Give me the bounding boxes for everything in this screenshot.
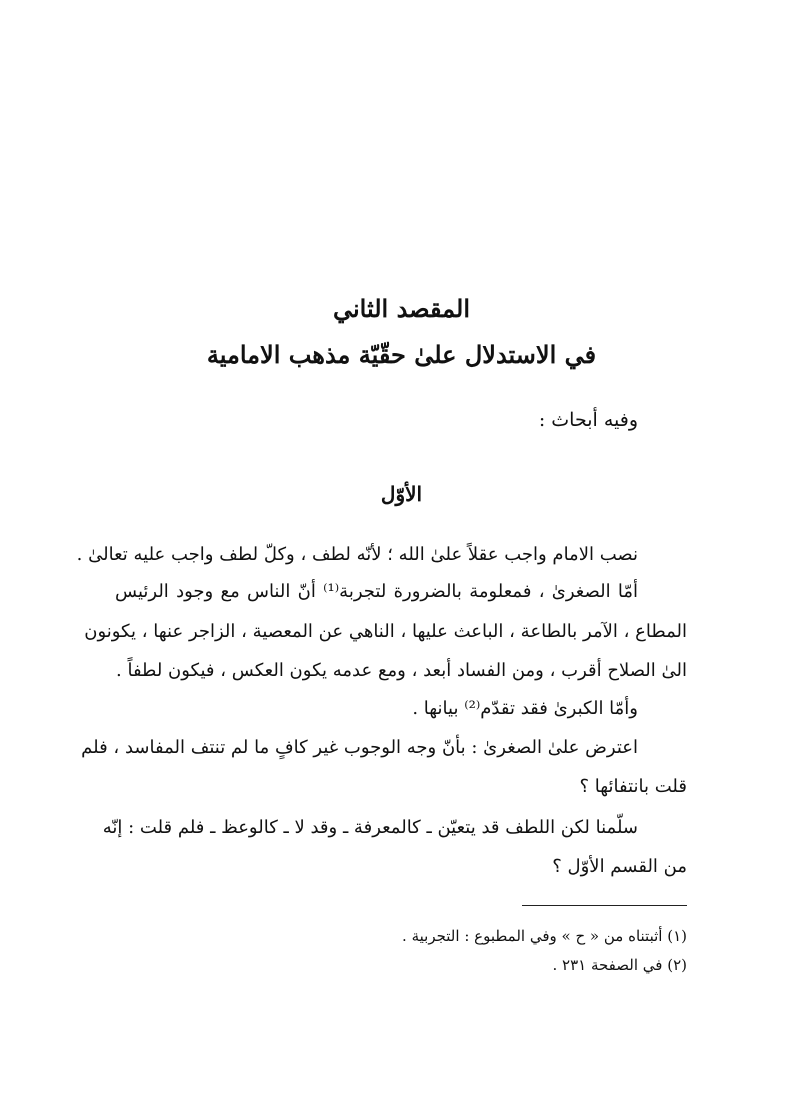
chapter-title: المقصد الثاني xyxy=(333,294,470,323)
paragraph-1: نصب الامام واجب عقلاً علىٰ الله ؛ لأنّه لطف ، وكلّ لطف واجب عليه تعالىٰ . xyxy=(76,544,638,565)
paragraph-4-line-2: قلت بانتفائها ؟ xyxy=(579,776,687,797)
section-title: الأوّل xyxy=(380,482,423,506)
paragraph-2-line-3: الىٰ الصلاح أقرب ، ومن الفساد أبعد ، ومع عدمه يكون العكس ، فيكون لطفاً . xyxy=(116,660,687,681)
paragraph-4-line-1: اعترض علىٰ الصغرىٰ : بأنّ وجه الوجوب غير كافٍ ما لم تنتف المفاسد ، فلم xyxy=(81,737,638,758)
intro-line: وفيه أبحاث : xyxy=(538,409,638,431)
footnote-divider xyxy=(522,905,687,906)
paragraph-5-line-1: سلّمنا لكن اللطف قد يتعيّن ـ كالمعرفة ـ وقد لا ـ كالوعظ ـ فلم قلت : إنّه xyxy=(102,817,638,838)
paragraph-2-line-2: المطاع ، الآمر بالطاعة ، الباعث عليها ، الناهي عن المعصية ، الزاجر عنها ، يكونون xyxy=(84,621,687,642)
paragraph-5-line-2: من القسم الأوّل ؟ xyxy=(552,856,687,877)
paragraph-3: وأمّا الكبرىٰ فقد تقدّم⁽²⁾ بيانها . xyxy=(412,698,638,719)
chapter-subtitle: في الاستدلال علىٰ حقّيّة مذهب الامامية xyxy=(206,340,597,369)
footnote-2: (٢) في الصفحة ٢٣١ . xyxy=(552,956,687,974)
footnote-1: (١) أثبتناه من « ح » وفي المطبوع : التجربية . xyxy=(402,927,687,945)
paragraph-2-line-1: أمّا الصغرىٰ ، فمعلومة بالضرورة لتجربة⁽¹⁾ أنّ الناس مع وجود الرئيس xyxy=(115,581,638,602)
